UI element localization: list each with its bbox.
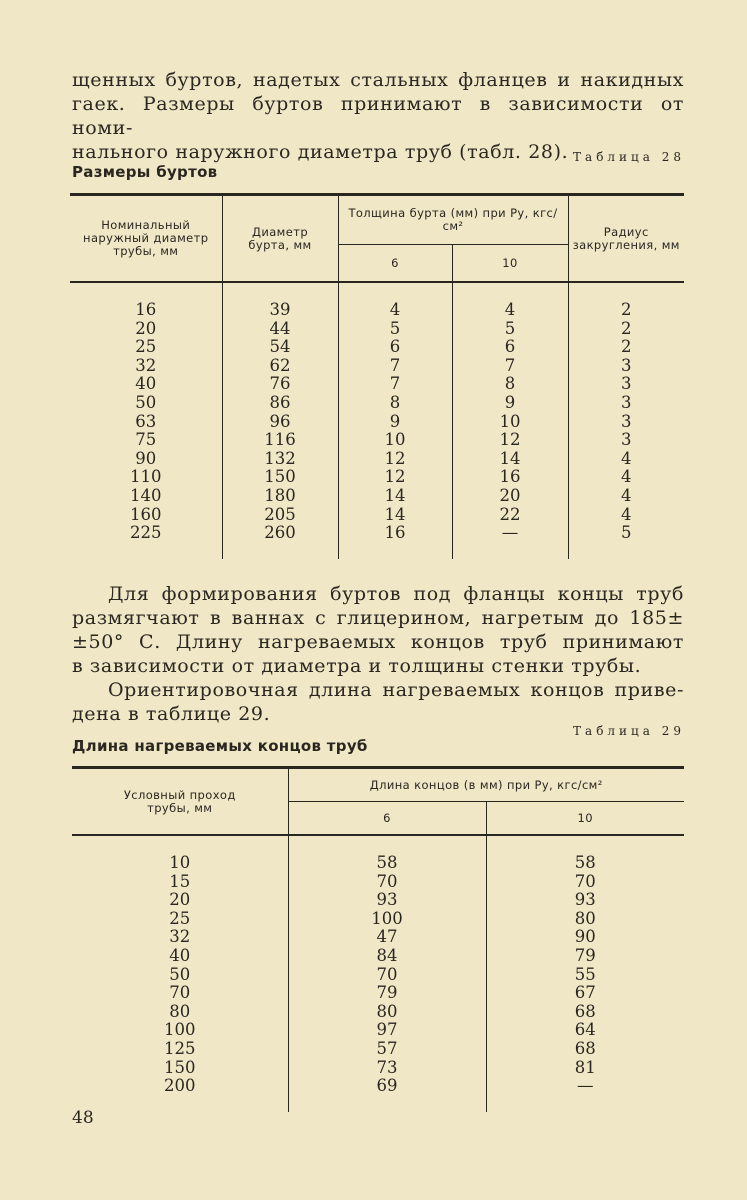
table-row (70, 282, 684, 320)
table-cell: 93 (288, 891, 486, 910)
table-row (72, 1003, 684, 1022)
table-cell: 110 (130, 467, 162, 487)
text-line: гаек. Размеры буртов принимают в зависимости от номи- (72, 93, 684, 139)
table-cell: 8 (452, 375, 568, 394)
table-cell: 150 (222, 468, 338, 487)
table-cell: 2 (568, 338, 684, 357)
table-cell: 12 (338, 468, 452, 487)
table-cell: 10 (338, 431, 452, 450)
table-cell: 3 (568, 431, 684, 450)
table-cell: 96 (222, 413, 338, 432)
table28-header-collar-diameter: Диаметр бурта, мм (222, 195, 338, 283)
table-cell: 80 (288, 1003, 486, 1022)
table-cell: 14 (338, 487, 452, 506)
table-cell: 132 (222, 450, 338, 469)
text-line: в зависимости от диаметра и толщины стенки трубы. (72, 655, 642, 677)
table-cell: 7 (338, 357, 452, 376)
table-row (70, 357, 684, 376)
table-cell: 2 (568, 282, 684, 320)
table-cell: 116 (222, 431, 338, 450)
table28-body (70, 282, 684, 559)
table29-header-nominal-bore: Условный проход трубы, мм (72, 768, 288, 836)
table-cell: 3 (568, 394, 684, 413)
table-cell: 90 (486, 928, 684, 947)
table-cell: 3 (568, 357, 684, 376)
table-cell: 90 (135, 448, 157, 468)
table-row (70, 450, 684, 469)
table29-title: Длина нагреваемых концов труб (72, 737, 368, 755)
table-cell: 3 (568, 413, 684, 432)
table-cell: 16 (135, 300, 157, 319)
table-cell: 73 (288, 1059, 486, 1078)
table-cell: 50 (135, 392, 157, 412)
table-row (70, 468, 684, 487)
table28-header-outer-diameter: Номинальный наружный диаметр трубы, мм (70, 195, 222, 283)
table-cell: 180 (222, 487, 338, 506)
table-cell: 25 (135, 337, 157, 357)
table-cell: 50 (169, 964, 191, 984)
table-cell: 70 (288, 966, 486, 985)
table29 (72, 766, 684, 1112)
table29-header-length-group: Длина концов (в мм) при Pу, кгс/см² (288, 768, 684, 802)
table-cell: 6 (338, 338, 452, 357)
table-row (72, 1059, 684, 1078)
table-cell: 69 (288, 1077, 486, 1112)
table-cell: 47 (288, 928, 486, 947)
table-cell: 5 (452, 320, 568, 339)
table-cell: 32 (169, 927, 191, 947)
table-cell: 70 (486, 873, 684, 892)
table-cell: 260 (222, 524, 338, 559)
table-cell: 25 (169, 908, 191, 928)
table-cell: 4 (568, 468, 684, 487)
table29-header-pressure-6: 6 (288, 802, 486, 836)
table-cell: 125 (164, 1038, 196, 1058)
table-row (72, 984, 684, 1003)
table28-header-pressure-10: 10 (452, 245, 568, 283)
table-cell: 68 (486, 1040, 684, 1059)
table-row (70, 320, 684, 339)
table-cell: 81 (486, 1059, 684, 1078)
table28-label: Таблица 28 (573, 150, 685, 164)
table-cell: 4 (568, 506, 684, 525)
table-row (72, 873, 684, 892)
table-cell: 3 (568, 375, 684, 394)
table-row (70, 413, 684, 432)
table-cell: 4 (452, 282, 568, 320)
table-cell: — (486, 1077, 684, 1112)
table-cell: 10 (169, 853, 191, 872)
table-cell: 58 (288, 835, 486, 873)
table-cell: 76 (222, 375, 338, 394)
table-cell: 22 (452, 506, 568, 525)
table-cell: 20 (169, 890, 191, 910)
table29-label: Таблица 29 (573, 724, 685, 738)
table-cell: 7 (452, 357, 568, 376)
table-cell: 140 (130, 485, 162, 505)
table-row (72, 1021, 684, 1040)
table-row (72, 928, 684, 947)
table28-title: Размеры буртов (72, 163, 218, 181)
table-cell: 4 (568, 450, 684, 469)
table-cell: 160 (130, 504, 162, 524)
table-cell: 20 (452, 487, 568, 506)
table-cell: 9 (452, 394, 568, 413)
table-cell: 200 (164, 1076, 196, 1096)
table28 (70, 193, 684, 559)
table-cell: 63 (135, 411, 157, 431)
table-cell: 58 (486, 835, 684, 873)
table29-body (72, 835, 684, 1112)
table-cell: 80 (486, 910, 684, 929)
table-cell: 70 (288, 873, 486, 892)
table-cell: 15 (169, 871, 191, 891)
table-cell: 86 (222, 394, 338, 413)
table-cell: 84 (288, 947, 486, 966)
table-cell: 100 (164, 1020, 196, 1040)
table-cell: 97 (288, 1021, 486, 1040)
table-cell: 14 (338, 506, 452, 525)
table-row (72, 835, 684, 873)
table-row (70, 375, 684, 394)
table-cell: 32 (135, 355, 157, 375)
table29-header-pressure-10: 10 (486, 802, 684, 836)
table-cell: 9 (338, 413, 452, 432)
paragraph-heating (72, 582, 684, 678)
table-cell: 80 (169, 1001, 191, 1021)
table-cell: 55 (486, 966, 684, 985)
table-cell: 225 (130, 523, 162, 543)
table-row (72, 966, 684, 985)
table-cell: 150 (164, 1057, 196, 1077)
table-cell: 68 (486, 1003, 684, 1022)
table-cell: 70 (169, 983, 191, 1003)
table-row (70, 506, 684, 525)
text-line: щенных буртов, надетых стальных фланцев и накидных (72, 69, 684, 91)
table-cell: 75 (135, 430, 157, 450)
text-line: размягчают в ваннах с глицерином, нагретым до 185± (72, 607, 684, 629)
table-cell: 12 (338, 450, 452, 469)
table-row (70, 394, 684, 413)
table-cell: 57 (288, 1040, 486, 1059)
table-cell: 14 (452, 450, 568, 469)
table-cell: 64 (486, 1021, 684, 1040)
table-cell: 8 (338, 394, 452, 413)
table-row (70, 524, 684, 559)
table-cell: 10 (452, 413, 568, 432)
table-cell: 7 (338, 375, 452, 394)
table-cell: 205 (222, 506, 338, 525)
table-cell: 39 (222, 282, 338, 320)
table-cell: 2 (568, 320, 684, 339)
table-cell: 93 (486, 891, 684, 910)
table-row (70, 338, 684, 357)
table28-header-thickness-group: Толщина бурта (мм) при Pу, кгс/см² (338, 195, 568, 245)
table-cell: 44 (222, 320, 338, 339)
table-row (72, 891, 684, 910)
table-cell: 4 (338, 282, 452, 320)
table-cell: 40 (135, 374, 157, 394)
table-row (70, 487, 684, 506)
table-cell: 67 (486, 984, 684, 1003)
table-cell: 5 (568, 524, 684, 559)
table-cell: 40 (169, 945, 191, 965)
table-row (72, 910, 684, 929)
text-line: Ориентировочная длина нагреваемых концов приве- (108, 679, 684, 701)
paragraph-reference (72, 678, 684, 726)
table-row (70, 431, 684, 450)
text-line: нального наружного диаметра труб (табл. 28). (72, 141, 569, 163)
table28-header-radius: Радиус закругления, мм (568, 195, 684, 283)
text-line: Для формирования буртов под фланцы концы труб (108, 583, 684, 605)
table-cell: 4 (568, 487, 684, 506)
table-cell: 100 (288, 910, 486, 929)
table-cell: 16 (338, 524, 452, 559)
table-cell: 16 (452, 468, 568, 487)
table28-header-pressure-6: 6 (338, 245, 452, 283)
table-cell: 79 (288, 984, 486, 1003)
table-cell: 62 (222, 357, 338, 376)
table-cell: 5 (338, 320, 452, 339)
table-cell: — (452, 524, 568, 559)
table-cell: 54 (222, 338, 338, 357)
text-line: дена в таблице 29. (72, 703, 271, 725)
page-number: 48 (72, 1108, 94, 1128)
table-row (72, 1077, 684, 1112)
table-cell: 6 (452, 338, 568, 357)
table-cell: 20 (135, 318, 157, 338)
table-cell: 79 (486, 947, 684, 966)
table-row (72, 1040, 684, 1059)
text-line: ±50° С. Длину нагреваемых концов труб принимают (72, 631, 684, 653)
table-row (72, 947, 684, 966)
table-cell: 12 (452, 431, 568, 450)
